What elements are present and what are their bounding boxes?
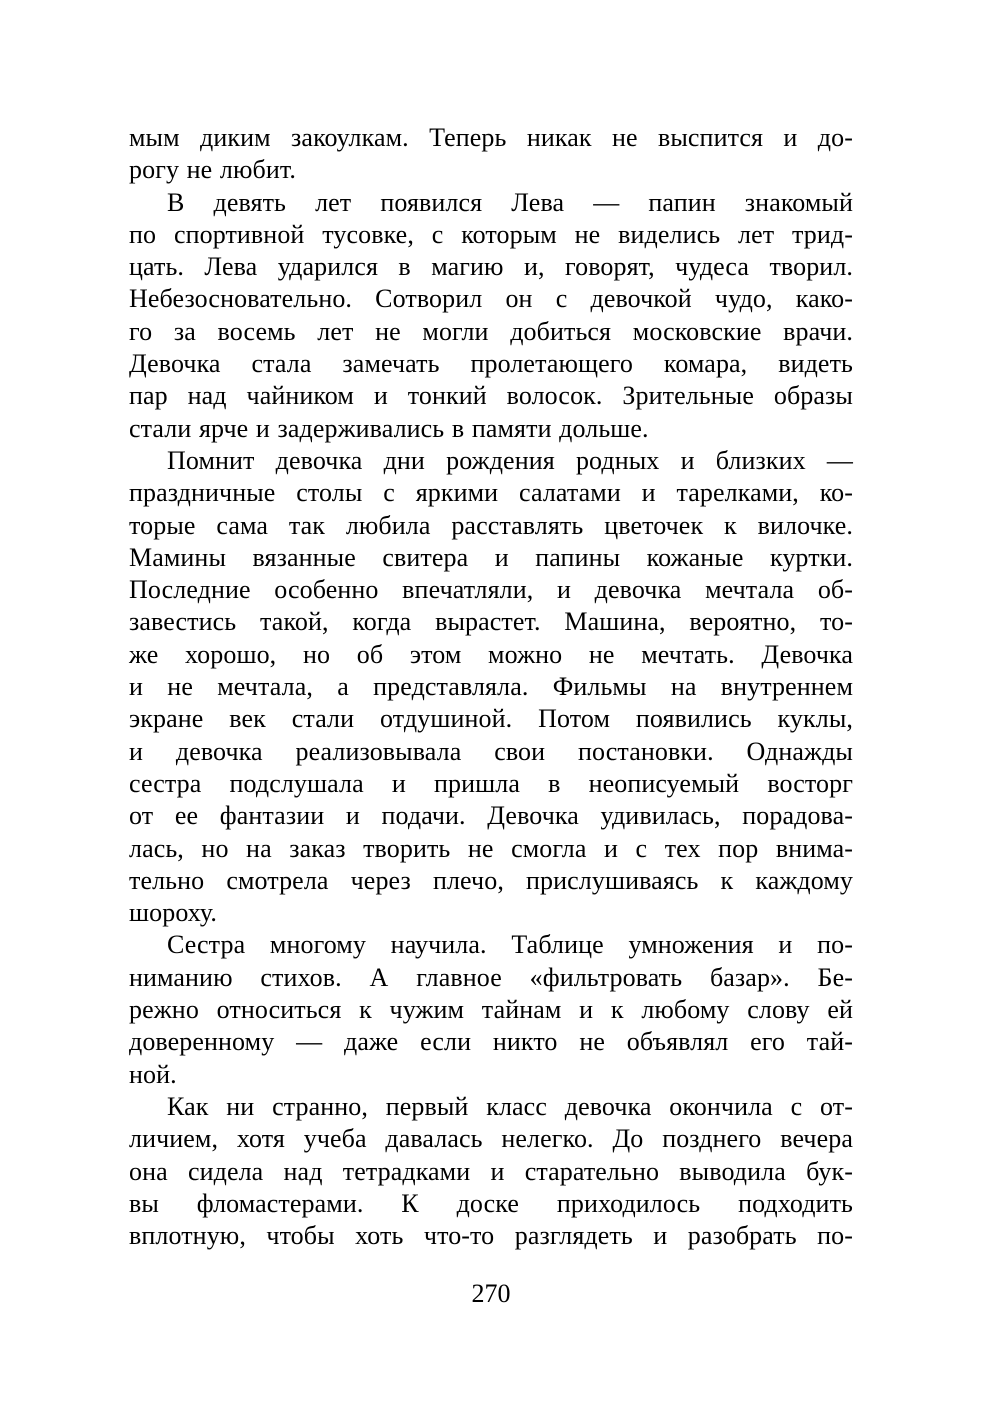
text-line: пар над чайником и тонкий волосок. Зрительные образы: [129, 381, 853, 411]
text-line: доверенному — даже если никто не объявлял его тай-: [129, 1027, 853, 1057]
text-line: Небезосновательно. Сотворил он с девочкой чудо, како-: [129, 284, 853, 314]
paragraph: [129, 929, 853, 1090]
text-line: же хорошо, но об этом можно не мечтать. Девочка: [129, 639, 853, 669]
text-line: вы фломастерами. К доске приходилось подходить: [129, 1188, 853, 1218]
text-line: от ее фантазии и подачи. Девочка удивилась, порадова-: [129, 801, 853, 831]
text-line: вплотную, чтобы хоть что-то разглядеть и разобрать по-: [129, 1221, 853, 1251]
text-line: стали ярче и задерживались в памяти дольше.: [129, 413, 649, 443]
text-line: торые сама так любила расставлять цветочек к вилочке.: [129, 510, 853, 540]
paragraph: [129, 122, 853, 187]
text-line: Помнит девочка дни рождения родных и близких —: [167, 445, 853, 475]
text-line: праздничные столы с яркими салатами и тарелками, ко-: [129, 478, 853, 508]
text-line: рогу не любит.: [129, 155, 296, 185]
text-line: В девять лет появился Лева — папин знакомый: [167, 187, 853, 217]
text-line: мым диким закоулкам. Теперь никак не выспится и до-: [129, 123, 853, 152]
text-line: Последние особенно впечатляли, и девочка мечтала об-: [129, 575, 853, 605]
text-line: ниманию стихов. А главное «фильтровать базар». Бе-: [129, 962, 853, 992]
text-line: экране век стали отдушиной. Потом появились куклы,: [129, 704, 853, 734]
page-number: 270: [471, 1279, 511, 1308]
text-line: Сестра многому научила. Таблице умножения и по-: [167, 930, 853, 960]
text-line: лась, но на заказ творить не смогла и с тех пор внима-: [129, 833, 853, 863]
paragraph: [129, 187, 853, 445]
text-line: режно относиться к чужим тайнам и к любому слову ей: [129, 995, 853, 1025]
text-line: сестра подслушала и пришла в неописуемый восторг: [129, 768, 853, 798]
text-line: Мамины вязанные свитера и папины кожаные куртки.: [129, 542, 853, 572]
paragraph: [129, 445, 853, 929]
paragraph: [129, 1091, 853, 1252]
text-line: личием, хотя учеба давалась нелегко. До позднего вечера: [129, 1124, 853, 1154]
text-line: по спортивной тусовке, с которым не виделись лет трид-: [129, 219, 853, 249]
text-line: и не мечтала, а представляла. Фильмы на внутреннем: [129, 672, 853, 702]
text-line: она сидела над тетрадками и старательно выводила бук-: [129, 1156, 853, 1186]
text-line: Как ни странно, первый класс девочка окончила с от-: [167, 1091, 853, 1121]
text-line: завестись такой, когда вырастет. Машина, вероятно, то-: [129, 607, 853, 637]
text-line: го за восемь лет не могли добиться московские врачи.: [129, 316, 853, 346]
text-line: тельно смотрела через плечо, прислушиваясь к каждому: [129, 865, 853, 895]
text-line: ной.: [129, 1059, 177, 1089]
text-block: [129, 122, 853, 1252]
text-line: цать. Лева ударился в магию и, говорят, чудеса творил.: [129, 252, 853, 282]
text-line: и девочка реализовывала свои постановки. Однажды: [129, 736, 853, 766]
text-line: Девочка стала замечать пролетающего комара, видеть: [129, 349, 853, 379]
text-line: шороху.: [129, 898, 217, 928]
